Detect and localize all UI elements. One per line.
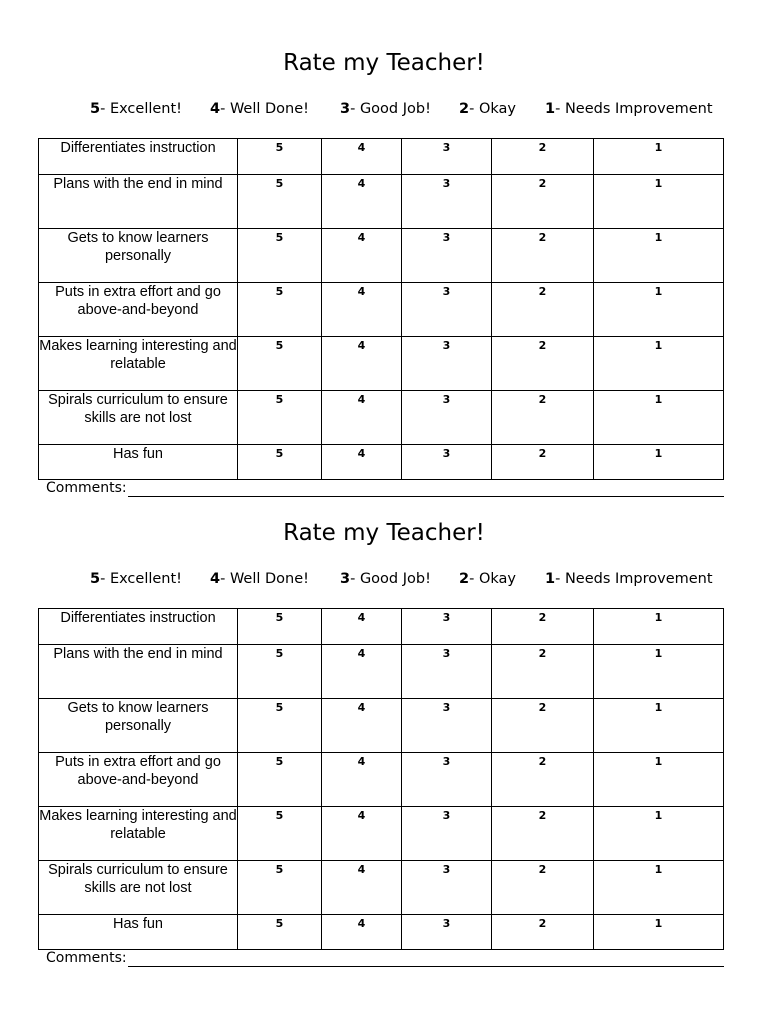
score-option-4[interactable]: 4 — [322, 753, 402, 807]
criterion-label: Has fun — [39, 445, 238, 480]
score-option-3[interactable]: 3 — [402, 175, 492, 229]
legend-item — [545, 101, 713, 117]
score-option-4[interactable]: 4 — [322, 139, 402, 175]
legend-text: Needs Improvement — [564, 571, 713, 587]
score-option-1[interactable]: 1 — [594, 283, 724, 337]
score-option-5[interactable]: 5 — [238, 861, 322, 915]
legend-text: Excellent! — [109, 571, 182, 587]
criterion-label: Puts in extra effort and go above-and-beyond — [39, 283, 238, 337]
score-option-3[interactable]: 3 — [402, 807, 492, 861]
legend-separator: - — [350, 571, 360, 587]
score-option-2[interactable]: 2 — [492, 807, 594, 861]
legend-item — [340, 571, 431, 587]
score-option-1[interactable]: 1 — [594, 391, 724, 445]
table-row — [39, 283, 724, 337]
score-option-1[interactable]: 1 — [594, 753, 724, 807]
table-row — [39, 229, 724, 283]
score-option-5[interactable]: 5 — [238, 283, 322, 337]
legend-number: 4 — [210, 101, 221, 117]
score-option-3[interactable]: 3 — [402, 283, 492, 337]
score-option-5[interactable]: 5 — [238, 139, 322, 175]
criterion-label: Plans with the end in mind — [39, 175, 238, 229]
criterion-label: Plans with the end in mind — [39, 645, 238, 699]
score-option-2[interactable]: 2 — [492, 915, 594, 950]
legend-item — [210, 571, 309, 587]
score-option-5[interactable]: 5 — [238, 391, 322, 445]
legend-text: Well Done! — [229, 101, 309, 117]
criterion-label: Spirals curriculum to ensure skills are not lost — [39, 391, 238, 445]
score-option-4[interactable]: 4 — [322, 175, 402, 229]
score-option-5[interactable]: 5 — [238, 175, 322, 229]
score-option-3[interactable]: 3 — [402, 753, 492, 807]
form-title: Rate my Teacher! — [283, 50, 485, 76]
score-option-1[interactable]: 1 — [594, 861, 724, 915]
table-row — [39, 139, 724, 175]
score-option-5[interactable]: 5 — [238, 699, 322, 753]
score-option-1[interactable]: 1 — [594, 915, 724, 950]
criterion-label: Has fun — [39, 915, 238, 950]
score-option-2[interactable]: 2 — [492, 229, 594, 283]
score-option-4[interactable]: 4 — [322, 699, 402, 753]
legend-separator: - — [469, 101, 479, 117]
legend-separator: - — [100, 571, 110, 587]
table-row — [39, 645, 724, 699]
criterion-label: Makes learning interesting and relatable — [39, 807, 238, 861]
legend-separator: - — [469, 571, 479, 587]
criterion-label: Puts in extra effort and go above-and-beyond — [39, 753, 238, 807]
score-option-4[interactable]: 4 — [322, 861, 402, 915]
table-row — [39, 753, 724, 807]
comments-blank-line[interactable] — [128, 496, 724, 497]
comments-label: Comments: — [46, 950, 127, 966]
legend-number: 3 — [340, 101, 351, 117]
criterion-label: Gets to know learners personally — [39, 699, 238, 753]
score-option-4[interactable]: 4 — [322, 445, 402, 480]
score-option-4[interactable]: 4 — [322, 337, 402, 391]
rating-scale-legend — [0, 101, 768, 121]
score-option-1[interactable]: 1 — [594, 699, 724, 753]
score-option-4[interactable]: 4 — [322, 915, 402, 950]
score-option-4[interactable]: 4 — [322, 609, 402, 645]
table-row — [39, 175, 724, 229]
score-option-4[interactable]: 4 — [322, 807, 402, 861]
score-option-1[interactable]: 1 — [594, 337, 724, 391]
score-option-5[interactable]: 5 — [238, 807, 322, 861]
score-option-2[interactable]: 2 — [492, 391, 594, 445]
score-option-5[interactable]: 5 — [238, 609, 322, 645]
score-option-3[interactable]: 3 — [402, 337, 492, 391]
legend-number: 1 — [545, 101, 556, 117]
score-option-3[interactable]: 3 — [402, 915, 492, 950]
table-row — [39, 861, 724, 915]
score-option-1[interactable]: 1 — [594, 645, 724, 699]
legend-text: Needs Improvement — [564, 101, 713, 117]
legend-item — [210, 101, 309, 117]
legend-text: Excellent! — [109, 101, 182, 117]
score-option-4[interactable]: 4 — [322, 391, 402, 445]
rating-table — [38, 608, 724, 950]
criterion-label: Gets to know learners personally — [39, 229, 238, 283]
table-row — [39, 445, 724, 480]
score-option-2[interactable]: 2 — [492, 337, 594, 391]
table-row — [39, 699, 724, 753]
legend-separator: - — [220, 101, 230, 117]
legend-number: 2 — [459, 101, 470, 117]
comments-field[interactable] — [46, 950, 724, 970]
legend-text: Good Job! — [359, 571, 431, 587]
legend-number: 2 — [459, 571, 470, 587]
score-option-2[interactable]: 2 — [492, 139, 594, 175]
table-row — [39, 915, 724, 950]
legend-separator: - — [555, 101, 565, 117]
legend-item — [459, 101, 516, 117]
score-option-2[interactable]: 2 — [492, 283, 594, 337]
form-title: Rate my Teacher! — [283, 520, 485, 546]
legend-item — [459, 571, 516, 587]
score-option-1[interactable]: 1 — [594, 139, 724, 175]
legend-item — [90, 571, 182, 587]
comments-label: Comments: — [46, 480, 127, 496]
score-option-2[interactable]: 2 — [492, 175, 594, 229]
rating-scale-legend — [0, 571, 768, 591]
score-option-3[interactable]: 3 — [402, 699, 492, 753]
legend-item — [340, 101, 431, 117]
legend-number: 5 — [90, 101, 101, 117]
legend-text: Okay — [478, 101, 516, 117]
score-option-5[interactable]: 5 — [238, 915, 322, 950]
score-option-1[interactable]: 1 — [594, 445, 724, 480]
score-option-3[interactable]: 3 — [402, 391, 492, 445]
legend-item — [545, 571, 713, 587]
score-option-2[interactable]: 2 — [492, 861, 594, 915]
legend-number: 3 — [340, 571, 351, 587]
legend-number: 4 — [210, 571, 221, 587]
score-option-1[interactable]: 1 — [594, 807, 724, 861]
score-option-3[interactable]: 3 — [402, 609, 492, 645]
legend-number: 5 — [90, 571, 101, 587]
table-row — [39, 807, 724, 861]
score-option-5[interactable]: 5 — [238, 229, 322, 283]
score-option-3[interactable]: 3 — [402, 861, 492, 915]
criterion-label: Spirals curriculum to ensure skills are not lost — [39, 861, 238, 915]
legend-separator: - — [350, 101, 360, 117]
score-option-2[interactable]: 2 — [492, 445, 594, 480]
table-row — [39, 337, 724, 391]
score-option-5[interactable]: 5 — [238, 753, 322, 807]
score-option-4[interactable]: 4 — [322, 229, 402, 283]
criterion-label: Differentiates instruction — [39, 609, 238, 645]
score-option-3[interactable]: 3 — [402, 645, 492, 699]
score-option-5[interactable]: 5 — [238, 445, 322, 480]
criterion-label: Makes learning interesting and relatable — [39, 337, 238, 391]
score-option-1[interactable]: 1 — [594, 229, 724, 283]
legend-item — [90, 101, 182, 117]
table-row — [39, 391, 724, 445]
score-option-3[interactable]: 3 — [402, 139, 492, 175]
score-option-2[interactable]: 2 — [492, 699, 594, 753]
score-option-1[interactable]: 1 — [594, 175, 724, 229]
legend-number: 1 — [545, 571, 556, 587]
legend-text: Well Done! — [229, 571, 309, 587]
legend-text: Good Job! — [359, 101, 431, 117]
score-option-3[interactable]: 3 — [402, 445, 492, 480]
score-option-4[interactable]: 4 — [322, 645, 402, 699]
score-option-5[interactable]: 5 — [238, 645, 322, 699]
score-option-2[interactable]: 2 — [492, 645, 594, 699]
score-option-4[interactable]: 4 — [322, 283, 402, 337]
legend-separator: - — [220, 571, 230, 587]
score-option-5[interactable]: 5 — [238, 337, 322, 391]
criterion-label: Differentiates instruction — [39, 139, 238, 175]
table-row — [39, 609, 724, 645]
score-option-3[interactable]: 3 — [402, 229, 492, 283]
comments-blank-line[interactable] — [128, 966, 724, 967]
rating-table — [38, 138, 724, 480]
legend-text: Okay — [478, 571, 516, 587]
score-option-2[interactable]: 2 — [492, 753, 594, 807]
score-option-2[interactable]: 2 — [492, 609, 594, 645]
legend-separator: - — [100, 101, 110, 117]
comments-field[interactable] — [46, 480, 724, 500]
legend-separator: - — [555, 571, 565, 587]
score-option-1[interactable]: 1 — [594, 609, 724, 645]
